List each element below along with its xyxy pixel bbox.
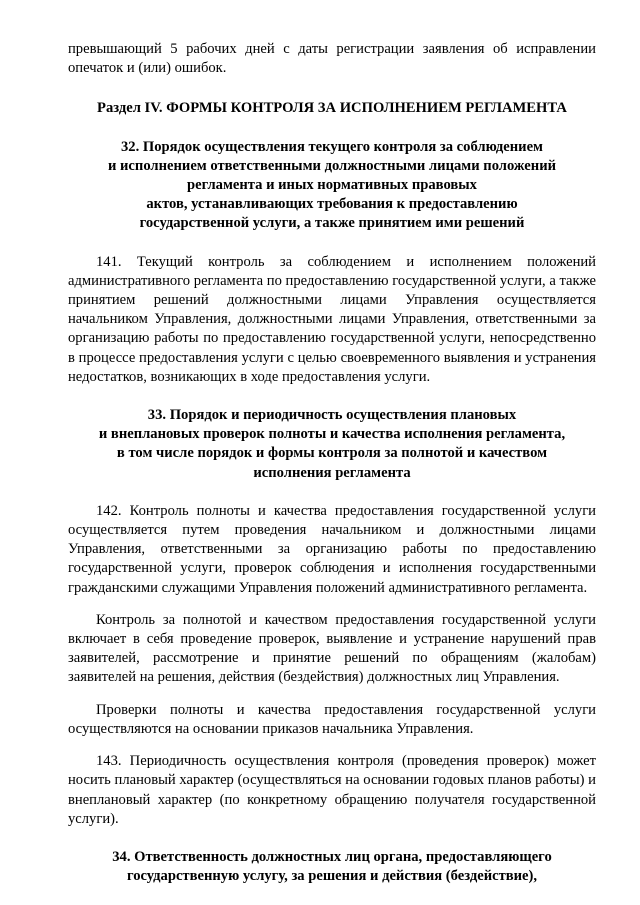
heading-32-line: актов, устанавливающих требования к предоставлению (146, 196, 518, 213)
heading-33-line: исполнения регламента (253, 464, 411, 481)
paragraph-143: 143. Периодичность осуществления контроля (проведения проверок) может носить плановый характер (осуществляться на основании годовых планов работы) и внеплановый характер (по конкретному обращению получателя государственной услуги). (68, 753, 596, 827)
heading-32 (68, 138, 596, 234)
heading-32-line: 32. Порядок осуществления текущего контроля за соблюдением (121, 138, 543, 155)
paragraph-142: 142. Контроль полноты и качества предоставления государственной услуги осуществляется путем проведения начальником и должностными лицами Управления, ответственными за организацию работы по предоставлению государственной услуги, проверок соблюдения и исполнения государственными гражданскими служащими Управления положений административного регламента. (68, 502, 596, 596)
paragraph-142-checks: Проверки полноты и качества предоставления государственной услуги осуществляются на основании приказов начальника Управления. (68, 701, 596, 737)
heading-34-line: 34. Ответственность должностных лиц органа, предоставляющего (112, 848, 552, 865)
heading-33-line: в том числе порядок и формы контроля за полнотой и качеством (116, 445, 548, 462)
heading-32-line: и исполнением ответственными должностными лицами положений (107, 157, 557, 174)
section-title: Раздел IV. ФОРМЫ КОНТРОЛЯ ЗА ИСПОЛНЕНИЕМ РЕГЛАМЕНТА (97, 100, 567, 117)
heading-34-line: государственную услугу, за решения и действия (бездействие), (126, 868, 538, 885)
heading-34 (68, 848, 596, 886)
heading-33 (68, 406, 596, 483)
paragraph-141: 141. Текущий контроль за соблюдением и исполнением положений административного регламента по предоставлению государственной услуги, а также принятием решений должностными лицами Управления осуществляется начальником Управления, должностными лицами Управления, ответственными за организацию работы по предоставлению государственной услуги, непосредственно в процессе предоставления услуги с целью своевременного выявления и устранения недостатков, возникающих в ходе предоставления услуги. (68, 253, 596, 385)
heading-33-line: и внеплановых проверок полноты и качества исполнения регламента, (98, 426, 566, 443)
intro-paragraph: превышающий 5 рабочих дней с даты регистрации заявления об исправлении опечаток и (или) ошибок. (68, 41, 596, 77)
heading-32-line: государственной услуги, а также принятием ими решений (139, 215, 525, 232)
heading-32-line: регламента и иных нормативных правовых (187, 177, 477, 194)
heading-33-line: 33. Порядок и периодичность осуществления плановых (147, 407, 517, 424)
document-page (68, 40, 596, 886)
paragraph-142-control: Контроль за полнотой и качеством предоставления государственной услуги включает в себя проведение проверок, выявление и устранение нарушений прав заявителей, рассмотрение и принятие решений по обращениям (жалобам) заявителей на решения, действия (бездействия) должностных лиц Управления. (68, 611, 596, 686)
